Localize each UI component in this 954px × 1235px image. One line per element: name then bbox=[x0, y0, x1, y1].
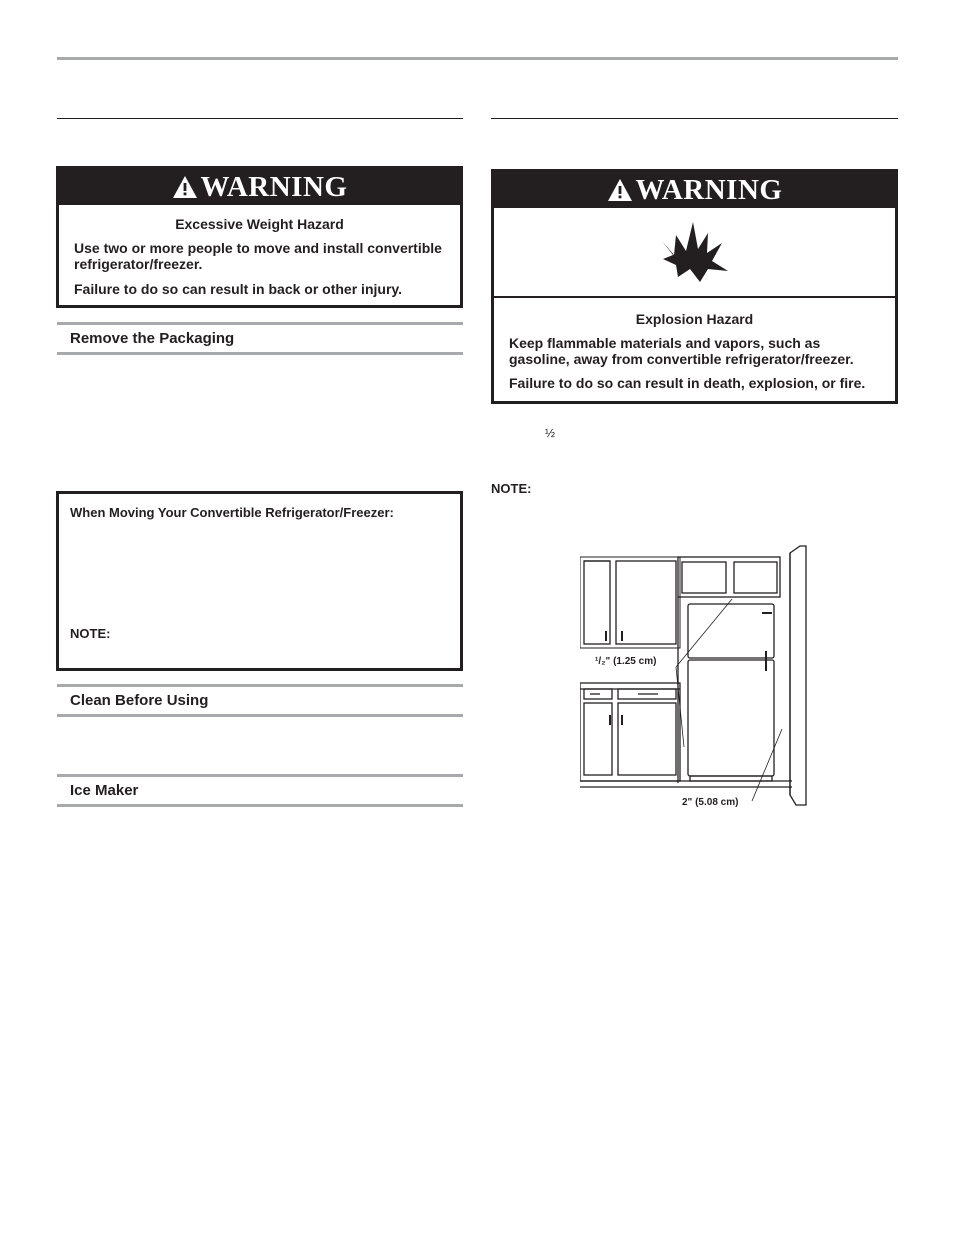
hazard-title: Excessive Weight Hazard bbox=[175, 216, 344, 232]
refrigerator-cabinet-illustration bbox=[580, 543, 810, 815]
explosion-hazard-warning bbox=[491, 169, 898, 404]
section-heading-label: Clean Before Using bbox=[70, 692, 209, 709]
right-column-rule bbox=[491, 118, 898, 119]
warning-heading: WARNING bbox=[200, 170, 348, 203]
moving-box-note-label: NOTE: bbox=[70, 626, 111, 641]
moving-instructions-box bbox=[56, 491, 463, 671]
section-heading-ice-maker bbox=[57, 774, 463, 807]
section-heading-label: Remove the Packaging bbox=[70, 330, 235, 347]
moving-box-title: When Moving Your Convertible Refrigerator/Freezer: bbox=[70, 505, 394, 520]
explosion-icon bbox=[660, 221, 730, 283]
section-heading-remove-packaging bbox=[57, 322, 463, 355]
warning-heading: WARNING bbox=[635, 173, 783, 206]
weight-hazard-warning bbox=[56, 166, 463, 308]
warning-header bbox=[494, 172, 895, 208]
warning-triangle-icon bbox=[607, 178, 633, 202]
side-clearance-label: 2" (5.08 cm) bbox=[682, 797, 739, 808]
section-heading-label: Ice Maker bbox=[70, 782, 139, 799]
right-note-label: NOTE: bbox=[491, 481, 532, 496]
warning-triangle-icon bbox=[172, 175, 198, 199]
warning-header bbox=[59, 169, 460, 205]
left-column-rule bbox=[57, 118, 463, 119]
top-clearance-label: ¹/₂" (1.25 cm) bbox=[595, 656, 657, 667]
hazard-title: Explosion Hazard bbox=[635, 311, 754, 327]
warning-instruction: Use two or more people to move and install convertible refrigerator/freezer. bbox=[74, 240, 442, 272]
explosion-symbol-panel bbox=[494, 208, 895, 298]
page-top-rule bbox=[57, 57, 898, 60]
warning-consequence: Failure to do so can result in back or other injury. bbox=[74, 281, 403, 297]
warning-instruction: Keep flammable materials and vapors, such as gasoline, away from convertible refrigerator/freezer. bbox=[509, 335, 854, 367]
warning-consequence: Failure to do so can result in death, explosion, or fire. bbox=[509, 375, 866, 391]
section-heading-clean-before-using bbox=[57, 684, 463, 717]
half-fraction-text: ½ bbox=[545, 426, 556, 440]
installation-clearance-diagram bbox=[580, 543, 810, 815]
